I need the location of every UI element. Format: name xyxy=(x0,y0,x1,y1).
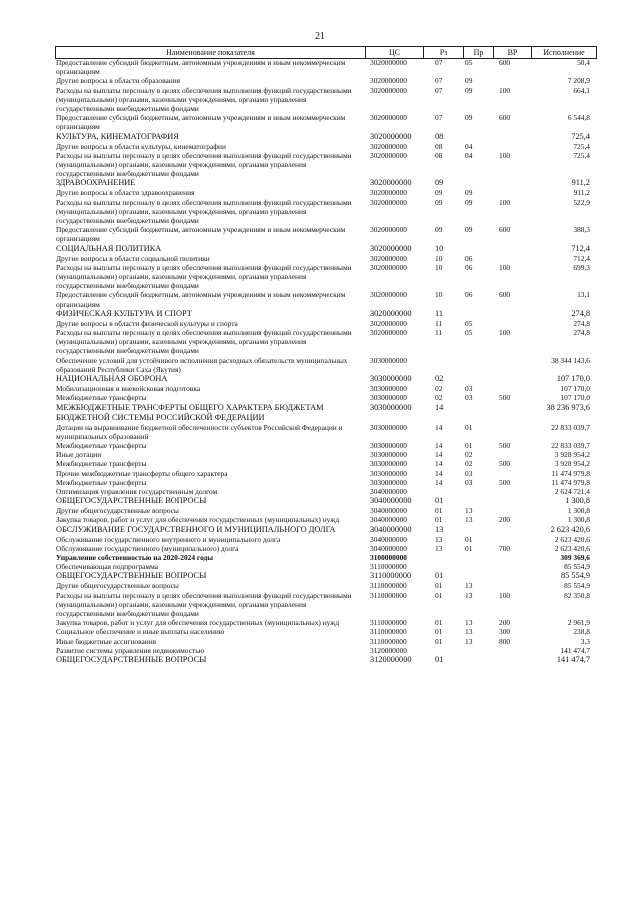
row-vr: 500 xyxy=(499,440,511,450)
row-rz: 01 xyxy=(435,654,444,664)
table-row xyxy=(55,459,595,468)
table-row xyxy=(55,188,595,197)
row-cs: 3110000000 xyxy=(370,581,407,591)
table-row xyxy=(55,244,595,254)
row-value: 50,4 xyxy=(577,58,590,67)
row-pr: 09 xyxy=(465,197,473,207)
table-row xyxy=(55,535,595,544)
table-row xyxy=(55,496,595,506)
row-name: Оптимизация управления государственным долгом xyxy=(56,486,218,496)
row-name: НАЦИОНАЛЬНАЯ ОБОРОНА xyxy=(56,374,168,384)
header-rz: Рз xyxy=(424,47,464,58)
row-rz: 10 xyxy=(435,243,444,253)
row-rz: 07 xyxy=(435,113,443,123)
row-cs: 3040000000 xyxy=(370,543,407,553)
table-row xyxy=(55,393,595,402)
row-pr: 06 xyxy=(465,253,473,263)
row-value: 2 623 420,6 xyxy=(550,524,590,534)
row-cs: 3110000000 xyxy=(370,636,407,646)
table-row xyxy=(55,76,595,85)
row-pr: 06 xyxy=(465,262,473,272)
row-cs: 3030000000 xyxy=(370,468,407,478)
row-rz: 09 xyxy=(435,197,443,207)
table-row xyxy=(55,86,595,114)
row-value: 7 208,9 xyxy=(567,76,590,86)
row-pr: 13 xyxy=(465,618,473,628)
row-name: ФИЗИЧЕСКАЯ КУЛЬТУРА И СПОРТ xyxy=(56,308,192,318)
row-pr: 09 xyxy=(465,188,473,198)
row-cs: 3020000000 xyxy=(370,188,407,198)
row-cs: 3030000000 xyxy=(370,459,407,469)
row-rz: 09 xyxy=(435,188,443,198)
table-row xyxy=(55,58,595,76)
table-row xyxy=(55,384,595,393)
row-cs: 3110000000 xyxy=(370,571,412,581)
row-name: Развитие системы управления недвижимостью xyxy=(56,645,205,655)
header-name: Наименование показателя xyxy=(56,47,366,58)
row-rz: 10 xyxy=(435,262,443,272)
row-rz: 13 xyxy=(435,524,444,534)
row-value: 664,1 xyxy=(573,85,590,95)
row-pr: 13 xyxy=(465,515,473,525)
row-cs: 3020000000 xyxy=(370,76,407,86)
row-pr: 03 xyxy=(465,393,473,403)
row-name: Другие вопросы в области физической культуры и спорта xyxy=(56,318,238,328)
row-value: 274,8 xyxy=(573,318,590,328)
row-name: Управление собственностью на 2020-2024 годы xyxy=(56,552,214,562)
row-pr: 13 xyxy=(465,590,473,600)
row-cs: 3030000000 xyxy=(370,355,407,365)
row-cs: 3030000000 xyxy=(370,402,412,412)
row-value: 107 170,0 xyxy=(556,374,590,384)
table-row xyxy=(55,581,595,590)
row-value: 522,9 xyxy=(573,197,590,207)
row-name: Предоставление субсидий бюджетным, автономным учреждениям и иным некоммерческим организациям xyxy=(56,225,346,244)
row-name: Другие вопросы в области образования xyxy=(56,76,181,86)
row-name: Межбюджетные трансферты xyxy=(56,440,147,450)
row-cs: 3110000000 xyxy=(370,627,407,637)
row-vr: 600 xyxy=(499,58,511,67)
row-pr: 05 xyxy=(465,58,473,67)
row-name: ОБЩЕГОСУДАРСТВЕННЫЕ ВОПРОСЫ xyxy=(56,496,207,506)
row-cs: 3040000000 xyxy=(370,534,407,544)
row-name: ОБСЛУЖИВАНИЕ ГОСУДАРСТВЕННОГО И МУНИЦИПАЛЬНОГО ДОЛГА xyxy=(56,524,336,534)
table-row xyxy=(55,178,595,188)
row-cs: 3040000000 xyxy=(370,496,412,506)
row-value: 141 474,7 xyxy=(560,645,590,655)
row-name: Расходы на выплаты персоналу в целях обеспечения выполнения функций государственными (муниципальными) органами, казенными учреждениями, органами управления государственными внебюджетными фондами xyxy=(56,590,352,618)
row-value: 388,3 xyxy=(573,225,590,235)
row-name: Другие вопросы в области здравоохранения xyxy=(56,188,195,198)
row-cs: 3020000000 xyxy=(370,178,412,188)
row-value: 2 623 420,6 xyxy=(554,534,590,544)
row-pr: 03 xyxy=(465,477,473,487)
row-rz: 01 xyxy=(435,627,443,637)
table-row xyxy=(55,132,595,142)
row-cs: 3030000000 xyxy=(370,422,407,432)
row-rz: 14 xyxy=(435,440,443,450)
row-name: Социальное обеспечение и иные выплаты населению xyxy=(56,627,225,637)
row-value: 141 474,7 xyxy=(556,654,590,664)
table-row xyxy=(55,646,595,655)
row-pr: 13 xyxy=(465,627,473,637)
row-cs: 3030000000 xyxy=(370,384,407,394)
row-rz: 07 xyxy=(435,58,443,67)
row-rz: 11 xyxy=(435,318,443,328)
row-value: 3 928 954,2 xyxy=(554,450,590,460)
table-row xyxy=(55,571,595,581)
table-row xyxy=(55,309,595,319)
row-name: Межбюджетные трансферты xyxy=(56,393,147,403)
table-row xyxy=(55,544,595,553)
row-rz: 08 xyxy=(435,141,443,151)
table-row xyxy=(55,655,595,665)
row-rz: 01 xyxy=(435,581,443,591)
row-vr: 500 xyxy=(499,393,511,403)
row-vr: 600 xyxy=(499,290,511,300)
table-row xyxy=(55,591,595,619)
row-name: Закупка товаров, работ и услуг для обеспечения государственных (муниципальных) нужд xyxy=(56,618,340,628)
row-rz: 08 xyxy=(435,131,444,141)
row-cs: 3040000000 xyxy=(370,524,412,534)
row-pr: 13 xyxy=(465,506,473,516)
row-name: СОЦИАЛЬНАЯ ПОЛИТИКА xyxy=(56,243,162,253)
table-row xyxy=(55,328,595,356)
row-rz: 07 xyxy=(435,85,443,95)
row-vr: 200 xyxy=(499,515,511,525)
row-name: Межбюджетные трансферты xyxy=(56,459,147,469)
row-value: 85 554,9 xyxy=(560,571,590,581)
row-name: КУЛЬТУРА, КИНЕМАТОГРАФИЯ xyxy=(56,131,179,141)
row-cs: 3120000000 xyxy=(370,645,407,655)
table-row xyxy=(55,627,595,636)
row-pr: 04 xyxy=(465,150,473,160)
table-row xyxy=(55,356,595,374)
table-row xyxy=(55,225,595,243)
row-vr: 200 xyxy=(499,618,511,628)
row-name: Закупка товаров, работ и услуг для обеспечения государственных (муниципальных) нужд xyxy=(56,515,340,525)
row-name: Расходы на выплаты персоналу в целях обеспечения выполнения функций государственными (муниципальными) органами, казенными учреждениями, органами управления государственными внебюджетными фондами xyxy=(56,85,352,114)
row-value: 22 833 039,7 xyxy=(551,440,590,450)
row-value: 274,8 xyxy=(571,308,590,318)
row-vr: 100 xyxy=(499,197,511,207)
row-value: 712,4 xyxy=(573,253,590,263)
row-rz: 01 xyxy=(435,618,443,628)
row-cs: 3110000000 xyxy=(370,618,407,628)
table-row xyxy=(55,142,595,151)
row-value: 2 624 721,4 xyxy=(554,486,590,496)
row-name: Другие общегосударственные вопросы xyxy=(56,581,179,591)
header-vr: ВР xyxy=(494,47,532,58)
row-rz: 01 xyxy=(435,496,444,506)
row-name: ОБЩЕГОСУДАРСТВЕННЫЕ ВОПРОСЫ xyxy=(56,571,207,581)
row-rz: 09 xyxy=(435,225,443,235)
row-value: 85 554,9 xyxy=(564,581,590,591)
table-row xyxy=(55,487,595,496)
row-value: 107 170,0 xyxy=(560,384,590,394)
row-cs: 3030000000 xyxy=(370,393,407,403)
row-name: Предоставление субсидий бюджетным, автономным учреждениям и иным некоммерческим организациям xyxy=(56,58,346,77)
row-pr: 09 xyxy=(465,85,473,95)
header-value: Исполнение xyxy=(543,48,585,57)
table-row xyxy=(55,198,595,226)
row-value: 712,4 xyxy=(571,243,590,253)
row-value: 2 961,9 xyxy=(567,618,590,628)
row-name: Иные бюджетные ассигнования xyxy=(56,636,157,646)
row-pr: 04 xyxy=(465,141,473,151)
row-pr: 01 xyxy=(465,534,473,544)
row-rz: 10 xyxy=(435,290,443,300)
row-rz: 14 xyxy=(435,459,443,469)
row-vr: 600 xyxy=(499,113,511,123)
row-cs: 3020000000 xyxy=(370,113,407,123)
row-value: 911,2 xyxy=(571,178,590,188)
row-cs: 3020000000 xyxy=(370,253,407,263)
row-name: Обслуживание государственного внутреннего и муниципального долга xyxy=(56,534,281,544)
row-rz: 14 xyxy=(435,402,444,412)
row-rz: 14 xyxy=(435,477,443,487)
table-row xyxy=(55,553,595,562)
row-rz: 13 xyxy=(435,534,443,544)
row-rz: 08 xyxy=(435,150,443,160)
table-row xyxy=(55,254,595,263)
row-value: 11 474 979,8 xyxy=(551,477,590,487)
row-cs: 3030000000 xyxy=(370,440,407,450)
row-value: 725,4 xyxy=(571,131,590,141)
row-cs: 3020000000 xyxy=(370,308,412,318)
row-value: 2 623 420,6 xyxy=(554,543,590,553)
row-name: Другие общегосударственные вопросы xyxy=(56,506,179,516)
row-name: ОБЩЕГОСУДАРСТВЕННЫЕ ВОПРОСЫ xyxy=(56,654,207,664)
row-value: 1 300,8 xyxy=(565,496,590,506)
row-pr: 09 xyxy=(465,225,473,235)
row-cs: 3040000000 xyxy=(370,506,407,516)
table-row xyxy=(55,562,595,571)
table-row xyxy=(55,618,595,627)
table-body xyxy=(55,58,595,665)
row-vr: 600 xyxy=(499,225,511,235)
row-name: Другие вопросы в области культуры, кинематографии xyxy=(56,141,226,151)
row-value: 38 344 143,6 xyxy=(551,355,590,365)
row-cs: 3110000000 xyxy=(370,590,407,600)
row-value: 309 369,6 xyxy=(560,552,590,562)
row-vr: 100 xyxy=(499,150,511,160)
row-rz: 02 xyxy=(435,384,443,394)
row-cs: 3020000000 xyxy=(370,58,407,67)
row-rz: 10 xyxy=(435,253,443,263)
row-cs: 3020000000 xyxy=(370,290,407,300)
row-value: 699,3 xyxy=(573,262,590,272)
row-rz: 11 xyxy=(435,328,443,338)
row-value: 725,4 xyxy=(573,141,590,151)
row-pr: 03 xyxy=(465,468,473,478)
row-cs: 3120000000 xyxy=(370,654,412,664)
row-value: 1 300,8 xyxy=(567,506,590,516)
row-name: Расходы на выплаты персоналу в целях обеспечения выполнения функций государственными (муниципальными) органами, казенными учреждениями, органами управления государственными внебюджетными фондами xyxy=(56,150,352,179)
table-row xyxy=(55,319,595,328)
row-name: МЕЖБЮДЖЕТНЫЕ ТРАНСФЕРТЫ ОБЩЕГО ХАРАКТЕРА БЮДЖЕТАМ БЮДЖЕТНОЙ СИСТЕМЫ РОССИЙСКОЙ ФЕДЕРАЦИИ xyxy=(56,402,324,422)
row-name: Расходы на выплаты персоналу в целях обеспечения выполнения функций государственными (муниципальными) органами, казенными учреждениями, органами управления государственными внебюджетными фондами xyxy=(56,197,352,226)
row-name: Обеспечивающая подпрограмма xyxy=(56,562,159,572)
row-value: 6 544,8 xyxy=(567,113,590,123)
row-name: Предоставление субсидий бюджетным, автономным учреждениям и иным некоммерческим организациям xyxy=(56,290,346,309)
row-value: 911,2 xyxy=(573,188,590,198)
table-row xyxy=(55,441,595,450)
row-pr: 09 xyxy=(465,113,473,123)
row-cs: 3020000000 xyxy=(370,318,407,328)
row-vr: 800 xyxy=(499,636,511,646)
row-cs: 3030000000 xyxy=(370,477,407,487)
table-row xyxy=(55,403,595,423)
row-value: 82 350,8 xyxy=(564,590,590,600)
row-cs: 3020000000 xyxy=(370,85,407,95)
row-rz: 09 xyxy=(435,178,444,188)
row-vr: 100 xyxy=(499,328,511,338)
row-rz: 01 xyxy=(435,590,443,600)
table-row xyxy=(55,151,595,179)
row-name: ЗДРАВООХРАНЕНИЕ xyxy=(56,178,136,188)
row-rz: 14 xyxy=(435,422,443,432)
row-name: Межбюджетные трансферты xyxy=(56,477,147,487)
row-value: 11 474 979,8 xyxy=(551,468,590,478)
table-row xyxy=(55,525,595,535)
table-row xyxy=(55,515,595,524)
row-value: 3,3 xyxy=(580,636,590,646)
row-pr: 13 xyxy=(465,636,473,646)
row-value: 238,8 xyxy=(573,627,590,637)
table-row xyxy=(55,469,595,478)
row-pr: 09 xyxy=(465,76,473,86)
row-pr: 05 xyxy=(465,328,473,338)
row-vr: 300 xyxy=(499,627,511,637)
row-pr: 03 xyxy=(465,384,473,394)
row-cs: 3020000000 xyxy=(370,197,407,207)
row-value: 725,4 xyxy=(573,150,590,160)
row-cs: 3020000000 xyxy=(370,131,412,141)
row-cs: 3100000000 xyxy=(370,552,407,562)
row-rz: 01 xyxy=(435,515,443,525)
row-name: Иные дотации xyxy=(56,450,102,460)
row-value: 22 833 039,7 xyxy=(551,422,590,432)
table-row xyxy=(55,637,595,646)
table-row xyxy=(55,478,595,487)
row-value: 85 554,9 xyxy=(564,562,590,572)
row-name: Расходы на выплаты персоналу в целях обеспечения выполнения функций государственными (муниципальными) органами, казенными учреждениями, органами управления государственными внебюджетными фондами xyxy=(56,262,352,291)
row-pr: 13 xyxy=(465,581,473,591)
table-row xyxy=(55,423,595,441)
row-rz: 01 xyxy=(435,636,443,646)
row-name: Дотации на выравнивание бюджетной обеспеченности субъектов Российской Федерации и муниципальных образований xyxy=(56,422,343,441)
row-name: Обслуживание государственного (муниципального) долга xyxy=(56,543,239,553)
row-rz: 02 xyxy=(435,374,444,384)
table-row xyxy=(55,113,595,131)
row-rz: 14 xyxy=(435,450,443,460)
row-pr: 01 xyxy=(465,440,473,450)
row-cs: 3110000000 xyxy=(370,562,407,572)
row-rz: 13 xyxy=(435,543,443,553)
row-value: 3 928 954,2 xyxy=(554,459,590,469)
row-pr: 05 xyxy=(465,318,473,328)
table-row xyxy=(55,263,595,291)
row-pr: 01 xyxy=(465,422,473,432)
row-rz: 14 xyxy=(435,468,443,478)
row-cs: 3030000000 xyxy=(370,450,407,460)
row-cs: 3040000000 xyxy=(370,515,407,525)
row-cs: 3020000000 xyxy=(370,243,412,253)
row-value: 274,8 xyxy=(573,328,590,338)
row-value: 38 236 973,6 xyxy=(546,402,590,412)
row-value: 1 300,8 xyxy=(567,515,590,525)
row-cs: 3030000000 xyxy=(370,374,412,384)
table-row xyxy=(55,374,595,384)
row-cs: 3020000000 xyxy=(370,328,407,338)
row-pr: 06 xyxy=(465,290,473,300)
row-value: 107 170,0 xyxy=(560,393,590,403)
row-cs: 3040000000 xyxy=(370,486,407,496)
row-cs: 3020000000 xyxy=(370,150,407,160)
table-row xyxy=(55,450,595,459)
row-name: Прочие межбюджетные трансферты общего характера xyxy=(56,468,228,478)
row-vr: 700 xyxy=(499,543,511,553)
row-vr: 100 xyxy=(499,590,511,600)
row-name: Другие вопросы в области социальной политики xyxy=(56,253,210,263)
row-value: 13,1 xyxy=(577,290,590,300)
row-rz: 01 xyxy=(435,506,443,516)
row-rz: 02 xyxy=(435,393,443,403)
table-row xyxy=(55,290,595,308)
header-cs: ЦС xyxy=(366,47,424,58)
row-rz: 07 xyxy=(435,76,443,86)
row-name: Предоставление субсидий бюджетным, автономным учреждениям и иным некоммерческим организациям xyxy=(56,113,346,132)
row-vr: 100 xyxy=(499,85,511,95)
row-vr: 100 xyxy=(499,262,511,272)
row-vr: 500 xyxy=(499,477,511,487)
row-name: Расходы на выплаты персоналу в целях обеспечения выполнения функций государственными (муниципальными) органами, казенными учреждениями, органами управления государственными внебюджетными фондами xyxy=(56,328,352,356)
table-row xyxy=(55,506,595,515)
row-cs: 3020000000 xyxy=(370,262,407,272)
row-pr: 01 xyxy=(465,543,473,553)
row-cs: 3020000000 xyxy=(370,225,407,235)
row-rz: 01 xyxy=(435,571,444,581)
row-name: Обеспечение условий для устойчивого исполнения расходных обязательств муниципальных образований Республики Саха (Якутия) xyxy=(56,355,348,374)
header-pr: Пр xyxy=(464,47,494,58)
row-cs: 3020000000 xyxy=(370,141,407,151)
row-vr: 500 xyxy=(499,459,511,469)
page-number: 21 xyxy=(315,31,325,42)
row-rz: 11 xyxy=(435,308,443,318)
row-pr: 02 xyxy=(465,450,473,460)
row-name: Мобилизационная и вневойсковая подготовка xyxy=(56,384,201,394)
row-pr: 02 xyxy=(465,459,473,469)
